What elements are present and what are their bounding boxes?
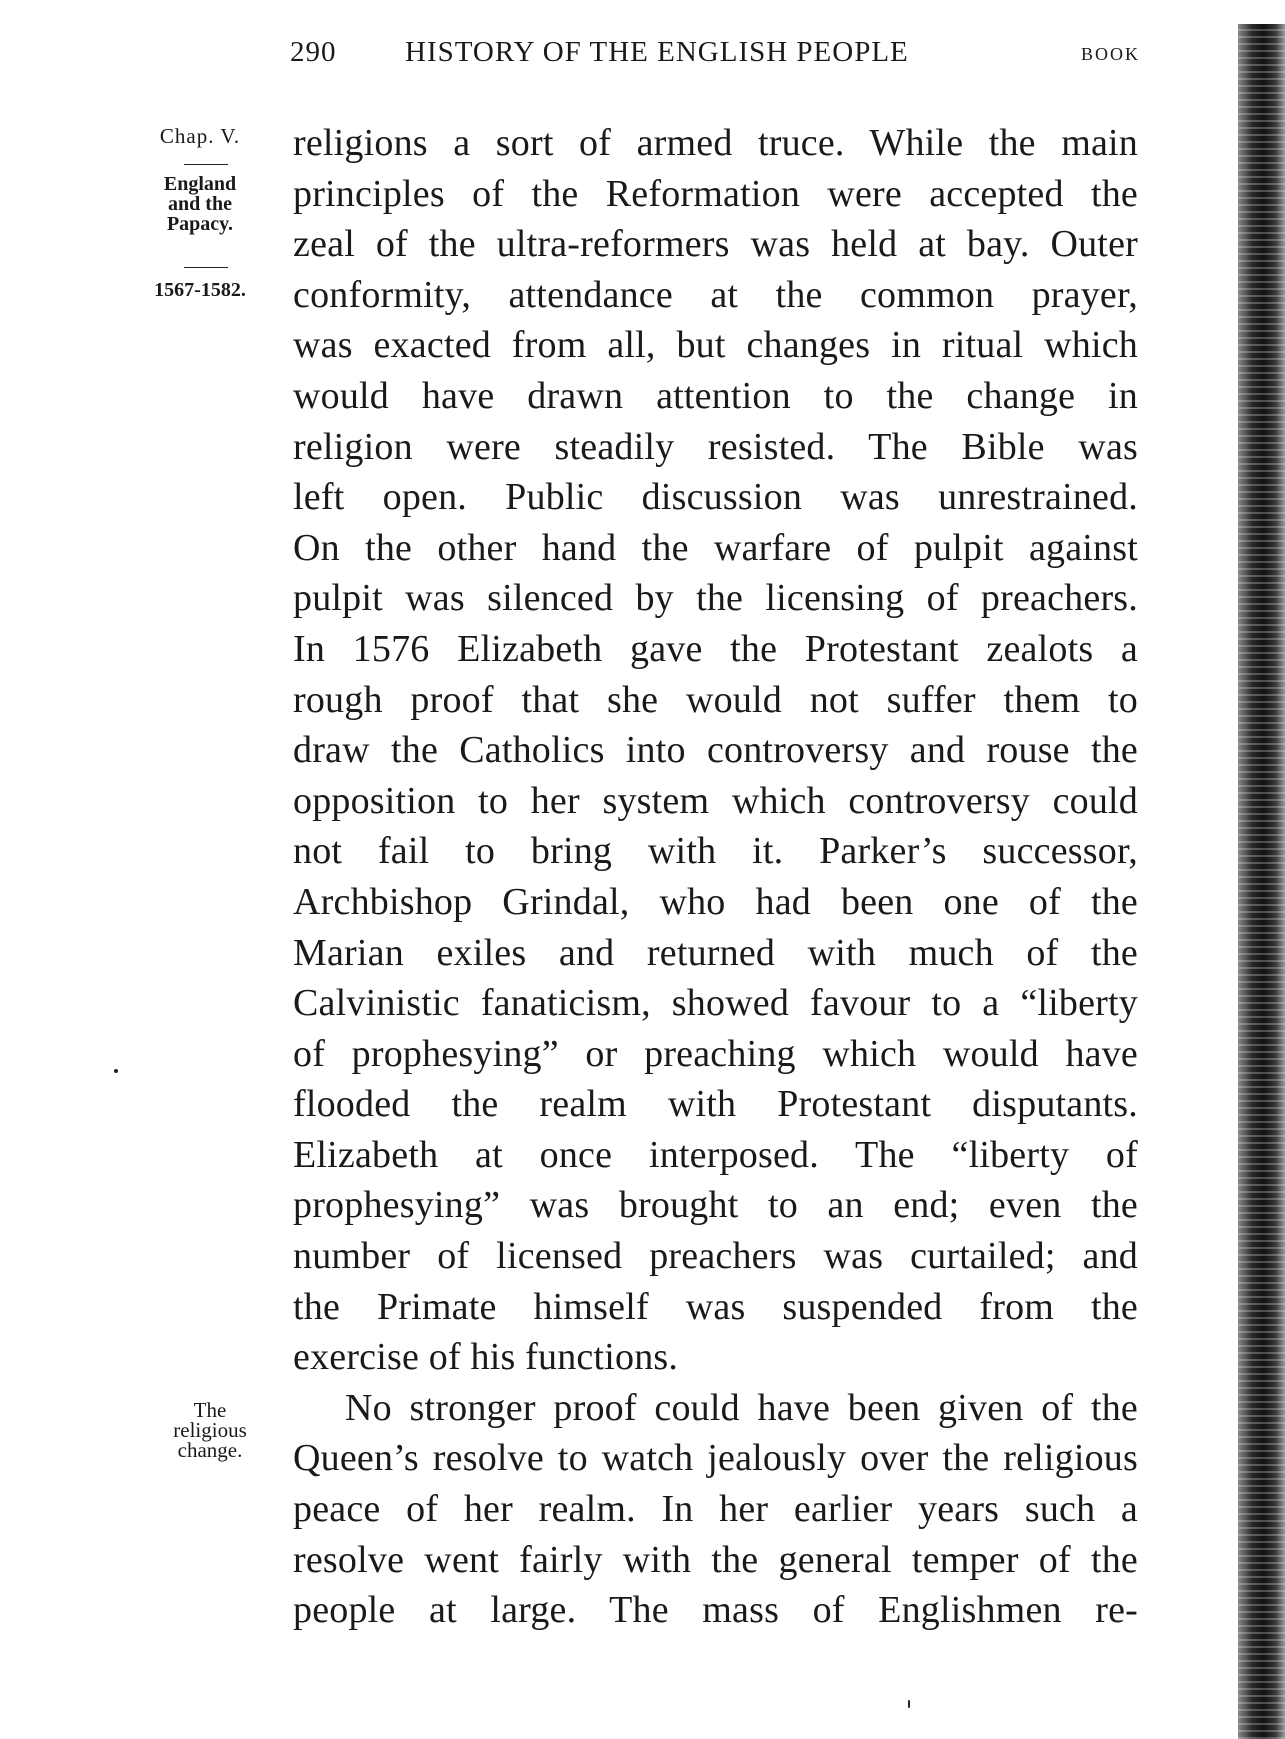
text-line: exercise of his functions. [293, 1336, 679, 1379]
text-line: rough proof that she would not suffer them to [293, 678, 1138, 721]
margin-rule-divider [184, 164, 228, 165]
text-line: No stronger proof could have been given of the [345, 1386, 1138, 1429]
text-line: the Primate himself was suspended from the [293, 1285, 1138, 1328]
running-header [290, 36, 1140, 76]
margin-note-chapter: Chap. V. [159, 124, 241, 148]
scanned-binding-edge [1238, 24, 1285, 1739]
margin-note-years: 1567-1582. [154, 279, 246, 301]
text-line: draw the Catholics into controversy and rouse the [293, 729, 1138, 772]
text-line: Marian exiles and returned with much of the [293, 931, 1138, 974]
text-line: conformity, attendance at the common prayer, [293, 273, 1138, 316]
text-line: principles of the Reformation were accepted the [293, 172, 1138, 215]
text-line: resolve went fairly with the general temper of the [293, 1538, 1138, 1581]
text-line: flooded the realm with Protestant disputants. [293, 1083, 1138, 1126]
text-line: opposition to her system which controversy could [293, 779, 1138, 822]
text-line: In 1576 Elizabeth gave the Protestant zealots a [293, 627, 1138, 670]
margin-note-topic-line: England [163, 173, 237, 195]
text-line: religion were steadily resisted. The Bible was [293, 425, 1138, 468]
text-line: Queen’s resolve to watch jealously over the religious [293, 1437, 1138, 1480]
text-line: zeal of the ultra-reformers was held at bay. Outer [293, 223, 1138, 266]
text-line: would have drawn attention to the change in [293, 374, 1138, 417]
text-line: prophesying” was brought to an end; even the [293, 1184, 1138, 1227]
margin-rule-divider [184, 267, 228, 268]
text-line: left open. Public discussion was unrestrained. [293, 476, 1138, 519]
margin-note-topic [140, 174, 260, 234]
text-line: pulpit was silenced by the licensing of preachers. [293, 577, 1138, 620]
margin-note-topic-line: and the [168, 193, 232, 215]
text-line: peace of her realm. In her earlier years such a [293, 1488, 1138, 1531]
margin-note-religious-line: change. [177, 1438, 243, 1462]
page-number: 290 [290, 36, 337, 68]
text-line: On the other hand the warfare of pulpit against [293, 526, 1138, 569]
text-line: Elizabeth at once interposed. The “liberty of [293, 1133, 1138, 1176]
text-line: religions a sort of armed truce. While the main [293, 122, 1138, 164]
book-label: BOOK [1080, 44, 1140, 64]
margin-note-religious-line: The [193, 1398, 227, 1422]
text-line: Calvinistic fanaticism, showed favour to a “liberty [293, 982, 1138, 1025]
text-line: not fail to bring with it. Parker’s successor, [293, 830, 1138, 873]
ink-speck [114, 1069, 118, 1073]
margin-note-topic-line: Papacy. [166, 213, 234, 235]
text-line: was exacted from all, but changes in ritual which [293, 324, 1138, 367]
ink-speck [908, 1700, 910, 1708]
text-line: Archbishop Grindal, who had been one of the [293, 880, 1138, 923]
body-text [293, 118, 1138, 1636]
running-title: HISTORY OF THE ENGLISH PEOPLE [405, 36, 909, 68]
text-line: of prophesying” or preaching which would have [293, 1032, 1138, 1075]
text-line: people at large. The mass of Englishmen re- [293, 1589, 1138, 1632]
margin-note-religious-change [150, 1400, 270, 1460]
text-line: number of licensed preachers was curtailed; and [293, 1235, 1138, 1278]
margin-note-religious-line: religious [173, 1418, 247, 1442]
